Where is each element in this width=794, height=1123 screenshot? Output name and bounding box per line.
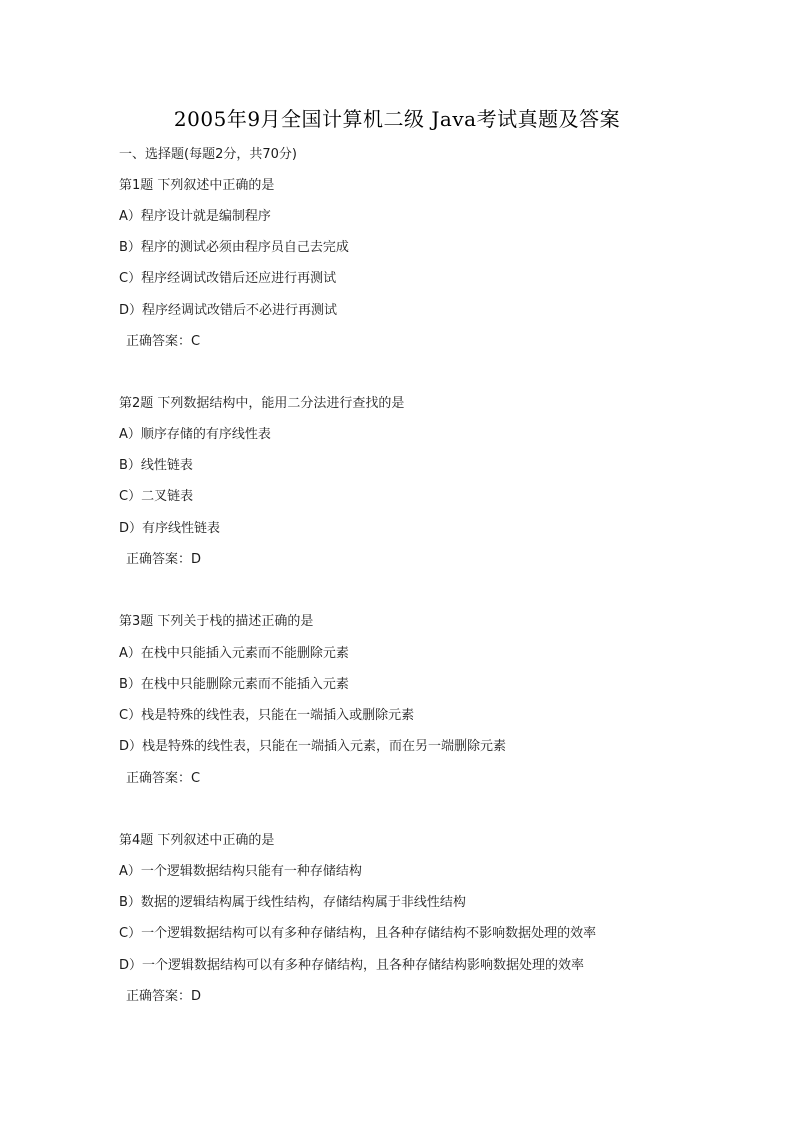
option-c: C）一个逻辑数据结构可以有多种存储结构，且各种存储结构不影响数据处理的效率 xyxy=(119,926,597,941)
option-d: D）栈是特殊的线性表，只能在一端插入元素，而在另一端删除元素 xyxy=(119,739,507,754)
option-c: C）二叉链表 xyxy=(119,489,194,504)
option-a: A）程序设计就是编制程序 xyxy=(119,209,271,224)
option-d: D）有序线性链表 xyxy=(119,521,221,536)
option-b: B）数据的逻辑结构属于线性结构，存储结构属于非线性结构 xyxy=(119,895,466,910)
option-a: A）在栈中只能插入元素而不能删除元素 xyxy=(119,646,349,661)
option-a: A）一个逻辑数据结构只能有一种存储结构 xyxy=(119,864,362,879)
question-stem: 第4题 下列叙述中正确的是 xyxy=(119,833,275,848)
option-d: D）程序经调试改错后不必进行再测试 xyxy=(119,303,338,318)
question-stem: 第1题 下列叙述中正确的是 xyxy=(119,178,275,193)
section-heading: 一、选择题(每题2分，共70分) xyxy=(119,147,297,162)
option-d: D）一个逻辑数据结构可以有多种存储结构，且各种存储结构影响数据处理的效率 xyxy=(119,958,585,973)
question-stem: 第3题 下列关于栈的描述正确的是 xyxy=(119,614,314,629)
question-stem: 第2题 下列数据结构中，能用二分法进行查找的是 xyxy=(119,396,405,411)
option-a: A）顺序存储的有序线性表 xyxy=(119,427,271,442)
option-c: C）程序经调试改错后还应进行再测试 xyxy=(119,271,337,286)
correct-answer: 正确答案：C xyxy=(126,771,201,786)
option-c: C）栈是特殊的线性表，只能在一端插入或删除元素 xyxy=(119,708,415,723)
correct-answer: 正确答案：D xyxy=(126,989,202,1004)
correct-answer: 正确答案：D xyxy=(126,552,202,567)
option-b: B）程序的测试必须由程序员自己去完成 xyxy=(119,240,349,255)
option-b: B）线性链表 xyxy=(119,458,193,473)
correct-answer: 正确答案：C xyxy=(126,334,201,349)
document-title: 2005年9月全国计算机二级 Java考试真题及答案 xyxy=(173,107,621,131)
option-b: B）在栈中只能删除元素而不能插入元素 xyxy=(119,677,349,692)
